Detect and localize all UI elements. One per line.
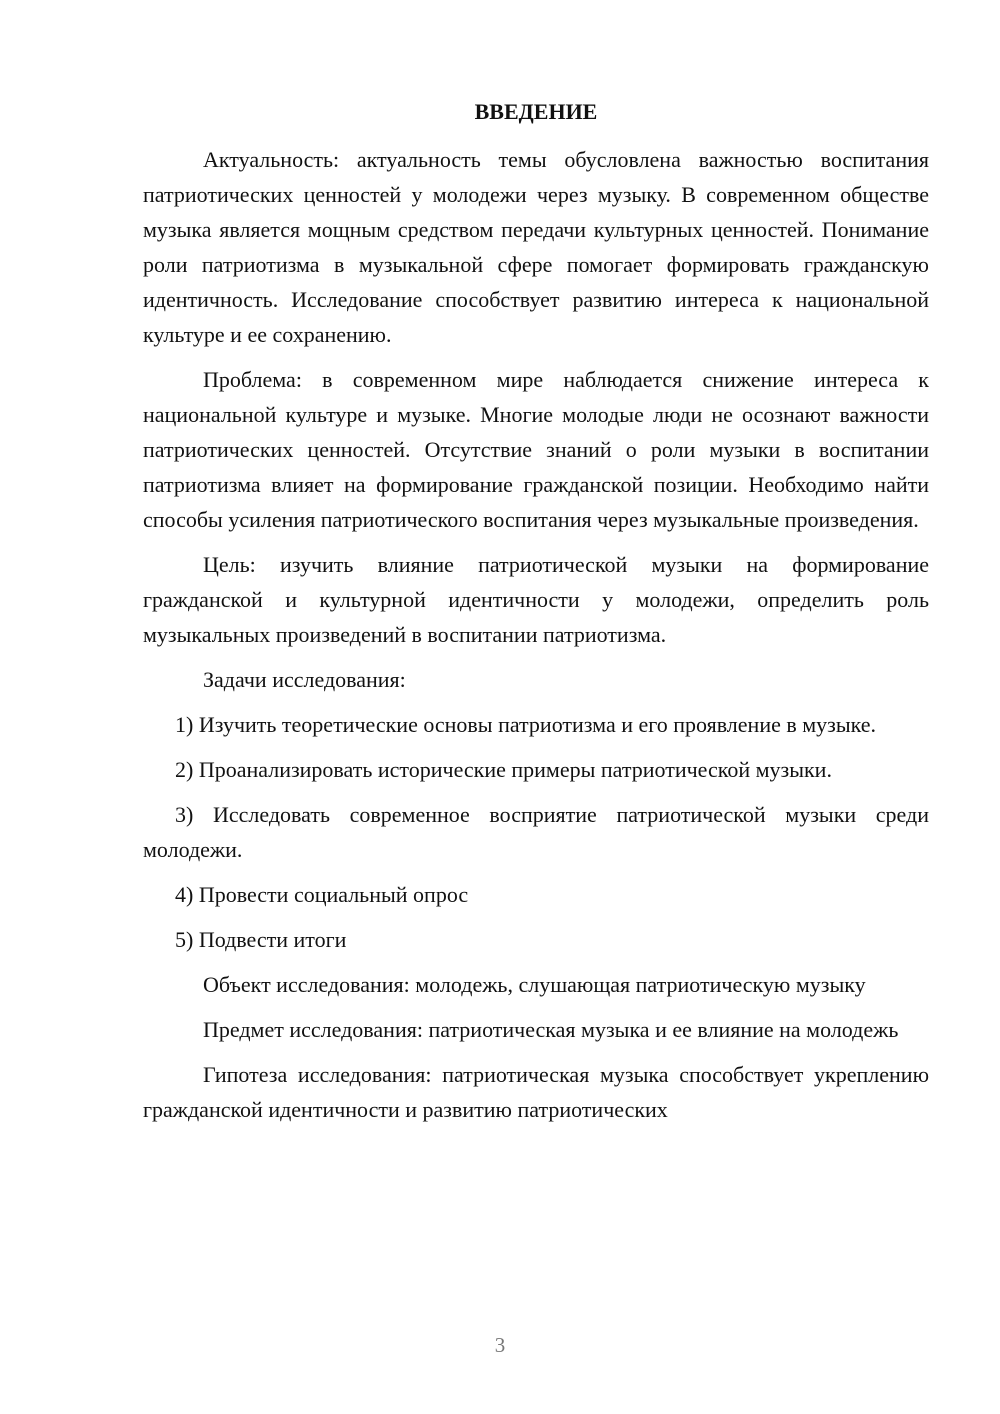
- object-paragraph: Объект исследования: молодежь, слушающая патриотическую музыку: [203, 972, 866, 997]
- problem-paragraph: Проблема: в современном мире наблюдается снижение интереса к национальной культуре и музыке. Многие молодые люди не осознают важности патриотических ценностей. Отсутствие знаний о роли музыки в воспитании патриотизма влияет на формирование гражданской позиции. Необходимо найти способы усиления патриотического воспитания через музыкальные произведения.: [143, 367, 929, 532]
- task-item: 4) Провести социальный опрос: [175, 882, 469, 907]
- goal-paragraph: Цель: изучить влияние патриотической музыки на формирование гражданской и культурной идентичности у молодежи, определить роль музыкальных произведений в воспитании патриотизма.: [143, 552, 929, 647]
- page-number: 3: [494, 1333, 506, 1357]
- hypothesis-paragraph: Гипотеза исследования: патриотическая музыка способствует укреплению гражданской идентичности и развитию патриотических: [143, 1062, 929, 1122]
- tasks-title: Задачи исследования:: [203, 667, 406, 692]
- task-item: 1) Изучить теоретические основы патриотизма и его проявление в музыке.: [175, 712, 877, 737]
- task-item: 2) Проанализировать исторические примеры патриотической музыки.: [175, 757, 832, 782]
- task-item: 3) Исследовать современное восприятие патриотической музыки среди молодежи.: [143, 802, 929, 862]
- document-page: [143, 94, 929, 1137]
- relevance-paragraph: Актуальность: актуальность темы обусловлена важностью воспитания патриотических ценностей у молодежи через музыку. В современном обществе музыка является мощным средством передачи культурных ценностей. Понимание роли патриотизма в музыкальной сфере помогает формировать гражданскую идентичность. Исследование способствует развитию интереса к национальной культуре и ее сохранению.: [143, 147, 929, 347]
- section-heading: ВВЕДЕНИЕ: [474, 99, 598, 124]
- task-item: 5) Подвести итоги: [175, 927, 347, 952]
- subject-paragraph: Предмет исследования: патриотическая музыка и ее влияние на молодежь: [203, 1017, 899, 1042]
